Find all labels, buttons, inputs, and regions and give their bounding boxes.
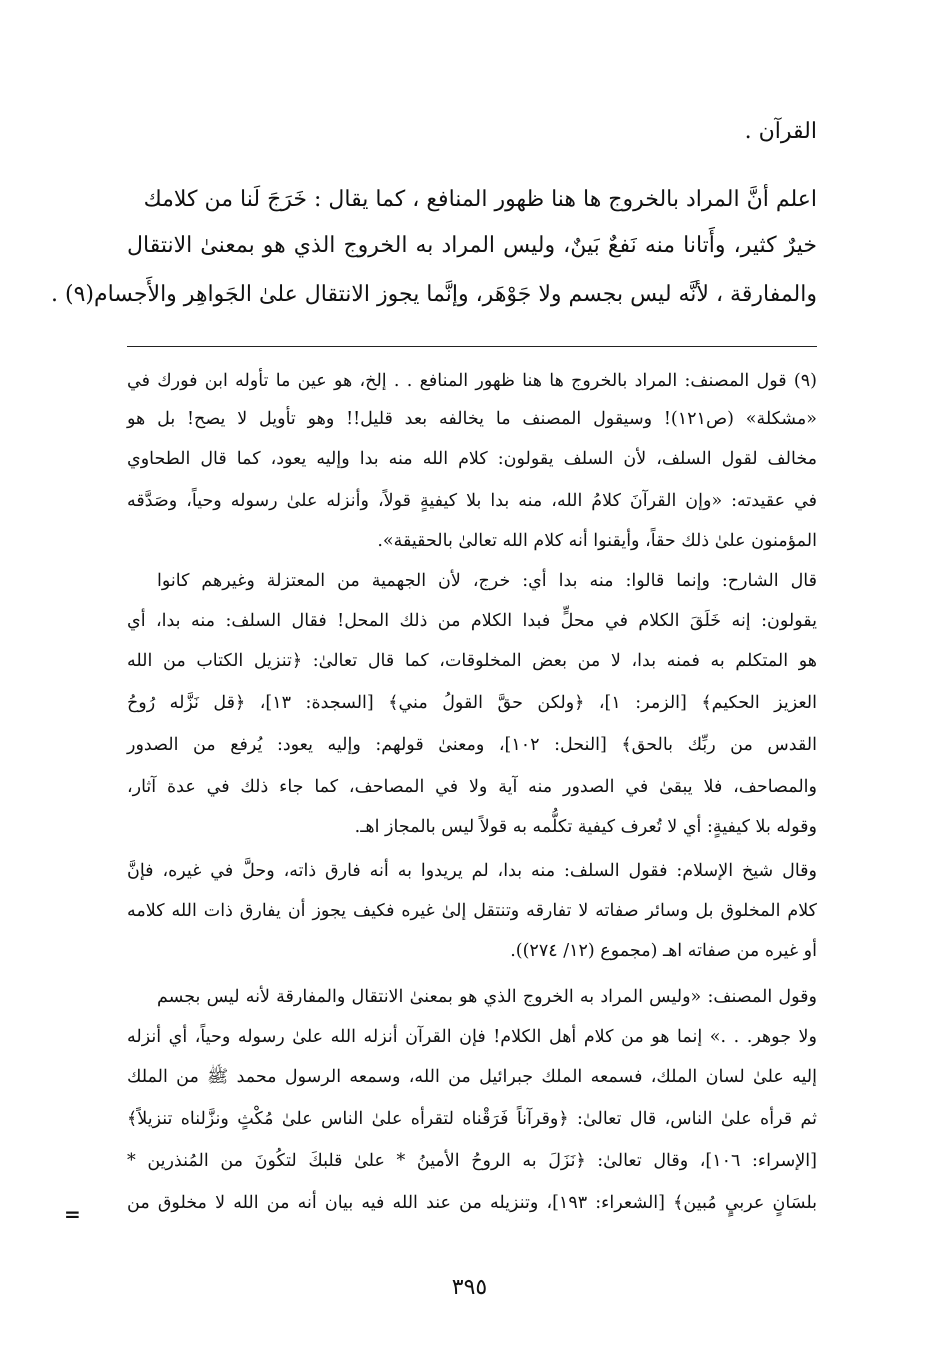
footnote-line: كلام المخلوق بل وسائر صفاته لا تفارقه وتنتقل إلىٰ غيره فكيف يجوز أن يفارق ذات الله كلامه [127,901,817,921]
footnote-line: وقال شيخ الإسلام: فقول السلف: منه بدا، لم يريدوا به أنه فارق ذاته، وحلَّ في غيره، فإنَّ [127,861,817,881]
page-number: ٣٩٥ [451,1275,488,1300]
footnote-line: بلسَانٍ عربيٍ مُبين﴾ [الشعراء: ١٩٣]، وتنزيله من عند الله فيه بيان أنه من الله لا مخلوق من [127,1193,817,1213]
footnote-line: وقول المصنف: «وليس المراد به الخروج الذي هو بمعنىٰ الانتقال والمفارقة لأنه ليس بجسم [157,987,817,1007]
footnote-line: العزيز الحكيم﴾ [الزمر: ١]، ﴿ولكن حقَّ القولُ مني﴾ [السجدة: ١٣]، ﴿قل نَزَّله رُوحُ [127,693,817,713]
footnote-line: وقوله بلا كيفيةٍ: أي لا تُعرف كيفية تكلُّمه به قولاً ليس بالمجاز اهـ. [354,817,817,837]
footnote-line: ولا جوهر. . .» إنما هو من كلام أهل الكلام! فإن القرآن أنزله الله علىٰ رسوله وحياً، أي أنزله [127,1027,817,1047]
footnote-line: إليه علىٰ لسان الملك، فسمعه الملك جبرائيل من الله، وسمعه الرسول محمد ﷺ من الملك [127,1067,817,1087]
continuation-mark: = [64,1202,81,1226]
footnote-line: [الإسراء: ١٠٦]، وقال تعالىٰ: ﴿نَزَلَ به الروحُ الأمينُ * علىٰ قلبكَ لتكُونَ من المُنذرين * [127,1151,817,1171]
footnote-line: المؤمنون علىٰ ذلك حقاً، وأيقنوا أنه كلام الله تعالىٰ بالحقيقة». [377,531,817,551]
footnote-line: والمصاحف، فلا يبقىٰ في الصدور منه آية ولا في المصاحف، كما جاء ذلك في عدة آثار، [127,777,817,797]
footnote-line: القدس من ربِّك بالحق﴾ [النحل: ١٠٢]، ومعنىٰ قولهم: وإليه يعود: يُرفع من الصدور [127,735,817,755]
footnote-line: ثم قرأه علىٰ الناس، قال تعالىٰ: ﴿وقرآناً فَرَقْناه لتقرأه علىٰ الناس علىٰ مُكْثٍ ونزَّلناه تنزيلاً﴾ [127,1109,817,1129]
footnote-line: مخالف لقول السلف، لأن السلف يقولون: كلام الله منه بدا وإليه يعود، كما قال الطحاوي [127,449,817,469]
main-text-line: والمفارقة ، لأنَّه ليس بجسم ولا جَوْهَر، وإنَّما يجوز الانتقال علىٰ الجَواهِر والأَجسام(٩) . [50,282,817,307]
footnote-line: «مشكلة» (ص١٢١)! وسيقول المصنف ما يخالفه بعد قليل!! وهو تأويل لا يصح! بل هو [127,409,817,429]
footnote-line: في عقيدته: «وإن القرآنَ كلامُ الله، منه بدا بلا كيفيةٍ قولاً، وأنزله علىٰ رسوله وحياً، وصَدَّقه [127,491,817,511]
footnote-line: قال الشارح: وإنما قالوا: منه بدا أي: خرج، لأن الجهمية من المعتزلة وغيرهم كانوا [157,571,817,591]
main-text-line: خيرٌ كثير، وأَتانا منه نَفعٌ بَينٌ، وليس المراد به الخروج الذي هو بمعنىٰ الانتقال [127,233,817,258]
footnote-line: (٩) قول المصنف: المراد بالخروج ها هنا ظهور المنافع . . إلخ، هو عين ما تأوله ابن فورك في [127,371,817,391]
footnote-line: أو غيره من صفاته اهـ (مجموع (١٢/ ٢٧٤)). [510,941,817,961]
main-text-line: اعلم أنَّ المراد بالخروج ها هنا ظهور المنافع ، كما يقال : خَرَجَ لَنا من كلامك [143,187,817,212]
footnote-separator [127,346,817,347]
heading-line: القرآن . [744,119,817,144]
footnote-line: يقولون: إنه خَلَقَ الكلام في محلٍّ فبدا الكلام من ذلك المحل! فقال السلف: منه بدا، أي [127,611,817,631]
footnote-line: هو المتكلم به فمنه بدا، لا من بعض المخلوقات، كما قال تعالىٰ: ﴿تنزيل الكتاب من الله [127,651,817,671]
